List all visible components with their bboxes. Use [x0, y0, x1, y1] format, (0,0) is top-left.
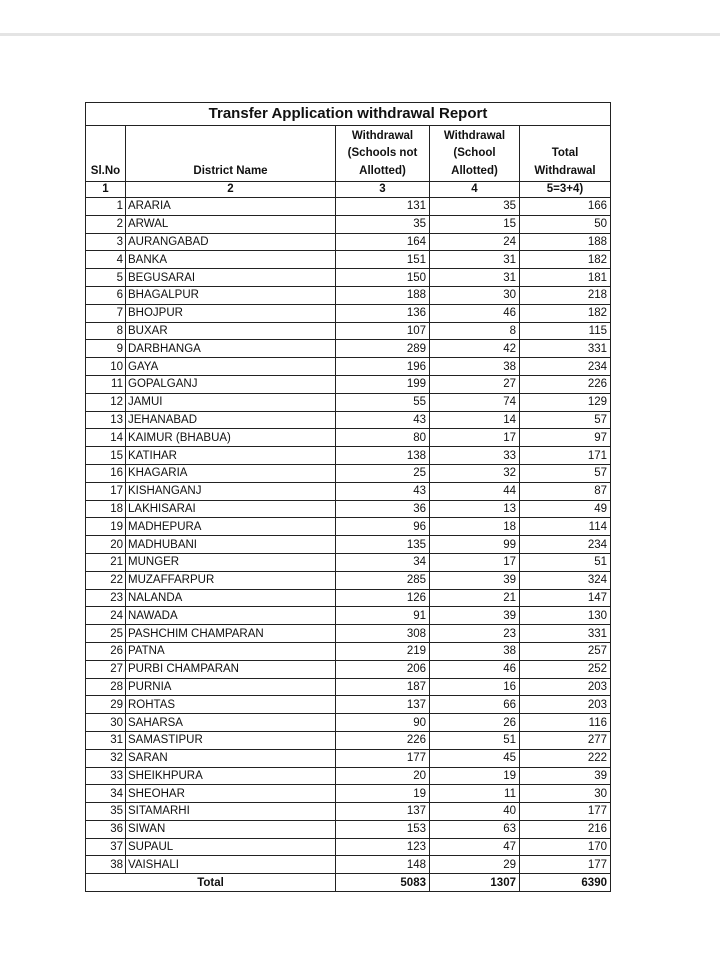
row-not-allotted: 20 — [336, 767, 430, 785]
row-slno: 34 — [86, 785, 126, 803]
col-number-5: 5=3+4) — [520, 182, 611, 198]
table-row — [86, 678, 611, 696]
row-allotted: 39 — [430, 571, 520, 589]
row-total: 114 — [520, 518, 611, 536]
row-district-name: SUPAUL — [126, 838, 336, 856]
row-not-allotted: 107 — [336, 322, 430, 340]
row-allotted: 40 — [430, 803, 520, 821]
row-not-allotted: 219 — [336, 642, 430, 660]
row-total: 147 — [520, 589, 611, 607]
table-row — [86, 553, 611, 571]
row-allotted: 21 — [430, 589, 520, 607]
row-allotted: 31 — [430, 251, 520, 269]
row-total: 170 — [520, 838, 611, 856]
row-slno: 22 — [86, 571, 126, 589]
row-district-name: SHEIKHPURA — [126, 767, 336, 785]
row-slno: 12 — [86, 393, 126, 411]
row-allotted: 44 — [430, 482, 520, 500]
row-slno: 1 — [86, 198, 126, 216]
row-total: 171 — [520, 447, 611, 465]
row-district-name: GAYA — [126, 358, 336, 376]
row-not-allotted: 150 — [336, 269, 430, 287]
row-not-allotted: 206 — [336, 660, 430, 678]
row-not-allotted: 123 — [336, 838, 430, 856]
row-district-name: ARARIA — [126, 198, 336, 216]
row-allotted: 26 — [430, 714, 520, 732]
row-slno: 13 — [86, 411, 126, 429]
row-district-name: MADHEPURA — [126, 518, 336, 536]
row-not-allotted: 137 — [336, 803, 430, 821]
row-not-allotted: 308 — [336, 625, 430, 643]
table-row — [86, 447, 611, 465]
table-row — [86, 589, 611, 607]
row-total: 257 — [520, 642, 611, 660]
row-district-name: SITAMARHI — [126, 803, 336, 821]
row-total: 216 — [520, 820, 611, 838]
row-slno: 28 — [86, 678, 126, 696]
total-row — [86, 874, 611, 892]
row-total: 97 — [520, 429, 611, 447]
row-total: 331 — [520, 625, 611, 643]
row-total: 203 — [520, 696, 611, 714]
row-slno: 24 — [86, 607, 126, 625]
row-district-name: MADHUBANI — [126, 536, 336, 554]
row-slno: 26 — [86, 642, 126, 660]
row-not-allotted: 43 — [336, 482, 430, 500]
header-not-allotted: Withdrawal (Schools not Allotted) — [336, 126, 430, 182]
row-district-name: JEHANABAD — [126, 411, 336, 429]
header-total: Total Withdrawal — [520, 126, 611, 182]
row-total: 57 — [520, 464, 611, 482]
row-allotted: 99 — [430, 536, 520, 554]
row-total: 226 — [520, 375, 611, 393]
row-allotted: 32 — [430, 464, 520, 482]
row-total: 116 — [520, 714, 611, 732]
row-allotted: 46 — [430, 304, 520, 322]
row-allotted: 51 — [430, 731, 520, 749]
col-number-4: 4 — [430, 182, 520, 198]
row-total: 30 — [520, 785, 611, 803]
row-district-name: BUXAR — [126, 322, 336, 340]
row-not-allotted: 91 — [336, 607, 430, 625]
row-allotted: 33 — [430, 447, 520, 465]
row-allotted: 24 — [430, 233, 520, 251]
row-not-allotted: 55 — [336, 393, 430, 411]
table-row — [86, 660, 611, 678]
row-district-name: PURNIA — [126, 678, 336, 696]
row-slno: 7 — [86, 304, 126, 322]
row-district-name: MUZAFFARPUR — [126, 571, 336, 589]
row-not-allotted: 137 — [336, 696, 430, 714]
row-district-name: PATNA — [126, 642, 336, 660]
row-not-allotted: 289 — [336, 340, 430, 358]
row-total: 182 — [520, 304, 611, 322]
row-district-name: AURANGABAD — [126, 233, 336, 251]
row-slno: 3 — [86, 233, 126, 251]
row-district-name: PURBI CHAMPARAN — [126, 660, 336, 678]
row-not-allotted: 136 — [336, 304, 430, 322]
row-allotted: 17 — [430, 429, 520, 447]
table-row — [86, 536, 611, 554]
row-allotted: 17 — [430, 553, 520, 571]
table-row — [86, 607, 611, 625]
row-not-allotted: 285 — [336, 571, 430, 589]
row-slno: 21 — [86, 553, 126, 571]
row-slno: 29 — [86, 696, 126, 714]
row-district-name: ARWAL — [126, 215, 336, 233]
row-not-allotted: 177 — [336, 749, 430, 767]
row-allotted: 23 — [430, 625, 520, 643]
row-slno: 30 — [86, 714, 126, 732]
row-slno: 38 — [86, 856, 126, 874]
row-district-name: BHOJPUR — [126, 304, 336, 322]
row-allotted: 30 — [430, 286, 520, 304]
row-district-name: PASHCHIM CHAMPARAN — [126, 625, 336, 643]
row-total: 222 — [520, 749, 611, 767]
row-not-allotted: 90 — [336, 714, 430, 732]
row-district-name: MUNGER — [126, 553, 336, 571]
row-allotted: 39 — [430, 607, 520, 625]
table-row — [86, 714, 611, 732]
table-row — [86, 820, 611, 838]
row-allotted: 47 — [430, 838, 520, 856]
row-allotted: 16 — [430, 678, 520, 696]
table-row — [86, 304, 611, 322]
row-not-allotted: 35 — [336, 215, 430, 233]
total-allotted: 1307 — [430, 874, 520, 892]
row-total: 57 — [520, 411, 611, 429]
row-slno: 11 — [86, 375, 126, 393]
table-row — [86, 803, 611, 821]
row-district-name: SHEOHAR — [126, 785, 336, 803]
row-allotted: 38 — [430, 642, 520, 660]
table-row — [86, 411, 611, 429]
row-allotted: 66 — [430, 696, 520, 714]
row-slno: 17 — [86, 482, 126, 500]
row-district-name: BANKA — [126, 251, 336, 269]
row-not-allotted: 135 — [336, 536, 430, 554]
header-district: District Name — [126, 126, 336, 182]
row-allotted: 15 — [430, 215, 520, 233]
row-allotted: 19 — [430, 767, 520, 785]
row-not-allotted: 164 — [336, 233, 430, 251]
row-allotted: 18 — [430, 518, 520, 536]
row-allotted: 35 — [430, 198, 520, 216]
row-slno: 16 — [86, 464, 126, 482]
row-total: 277 — [520, 731, 611, 749]
row-not-allotted: 196 — [336, 358, 430, 376]
row-not-allotted: 43 — [336, 411, 430, 429]
row-slno: 15 — [86, 447, 126, 465]
row-slno: 10 — [86, 358, 126, 376]
row-not-allotted: 36 — [336, 500, 430, 518]
row-total: 252 — [520, 660, 611, 678]
table-row — [86, 215, 611, 233]
total-label: Total — [86, 874, 336, 892]
row-district-name: BHAGALPUR — [126, 286, 336, 304]
row-not-allotted: 126 — [336, 589, 430, 607]
row-total: 166 — [520, 198, 611, 216]
row-slno: 31 — [86, 731, 126, 749]
table-row — [86, 482, 611, 500]
row-district-name: JAMUI — [126, 393, 336, 411]
row-slno: 18 — [86, 500, 126, 518]
row-allotted: 38 — [430, 358, 520, 376]
header-allotted: Withdrawal (School Allotted) — [430, 126, 520, 182]
row-not-allotted: 96 — [336, 518, 430, 536]
row-slno: 33 — [86, 767, 126, 785]
table-row — [86, 251, 611, 269]
row-district-name: SIWAN — [126, 820, 336, 838]
total-not-allotted: 5083 — [336, 874, 430, 892]
table-row — [86, 731, 611, 749]
table-row — [86, 198, 611, 216]
row-district-name: DARBHANGA — [126, 340, 336, 358]
row-total: 324 — [520, 571, 611, 589]
row-allotted: 45 — [430, 749, 520, 767]
table-row — [86, 358, 611, 376]
row-slno: 19 — [86, 518, 126, 536]
row-total: 331 — [520, 340, 611, 358]
table-row — [86, 393, 611, 411]
row-not-allotted: 80 — [336, 429, 430, 447]
row-not-allotted: 34 — [336, 553, 430, 571]
row-district-name: NAWADA — [126, 607, 336, 625]
table-row — [86, 500, 611, 518]
table-row — [86, 340, 611, 358]
row-slno: 14 — [86, 429, 126, 447]
table-row — [86, 375, 611, 393]
row-total: 49 — [520, 500, 611, 518]
row-slno: 8 — [86, 322, 126, 340]
row-district-name: KISHANGANJ — [126, 482, 336, 500]
row-not-allotted: 199 — [336, 375, 430, 393]
total-withdrawal: 6390 — [520, 874, 611, 892]
row-total: 39 — [520, 767, 611, 785]
row-district-name: SAHARSA — [126, 714, 336, 732]
withdrawal-report-table — [85, 102, 611, 892]
table-row — [86, 429, 611, 447]
row-slno: 27 — [86, 660, 126, 678]
table-row — [86, 749, 611, 767]
row-not-allotted: 19 — [336, 785, 430, 803]
row-district-name: KATIHAR — [126, 447, 336, 465]
column-number-row — [86, 182, 611, 198]
table-row — [86, 625, 611, 643]
row-not-allotted: 151 — [336, 251, 430, 269]
row-slno: 2 — [86, 215, 126, 233]
row-total: 203 — [520, 678, 611, 696]
row-not-allotted: 148 — [336, 856, 430, 874]
row-allotted: 42 — [430, 340, 520, 358]
row-not-allotted: 138 — [336, 447, 430, 465]
row-allotted: 74 — [430, 393, 520, 411]
row-district-name: VAISHALI — [126, 856, 336, 874]
row-allotted: 13 — [430, 500, 520, 518]
row-slno: 20 — [86, 536, 126, 554]
row-total: 234 — [520, 536, 611, 554]
row-slno: 36 — [86, 820, 126, 838]
table-row — [86, 785, 611, 803]
row-allotted: 14 — [430, 411, 520, 429]
report-title: Transfer Application withdrawal Report — [86, 103, 611, 126]
row-slno: 4 — [86, 251, 126, 269]
row-district-name: SARAN — [126, 749, 336, 767]
row-district-name: SAMASTIPUR — [126, 731, 336, 749]
row-not-allotted: 188 — [336, 286, 430, 304]
table-row — [86, 696, 611, 714]
row-not-allotted: 153 — [336, 820, 430, 838]
row-total: 177 — [520, 803, 611, 821]
table-row — [86, 571, 611, 589]
row-allotted: 63 — [430, 820, 520, 838]
row-not-allotted: 131 — [336, 198, 430, 216]
table-row — [86, 322, 611, 340]
row-district-name: GOPALGANJ — [126, 375, 336, 393]
top-divider — [0, 33, 720, 36]
row-district-name: LAKHISARAI — [126, 500, 336, 518]
table-row — [86, 767, 611, 785]
row-slno: 32 — [86, 749, 126, 767]
header-row — [86, 126, 611, 182]
row-allotted: 31 — [430, 269, 520, 287]
row-slno: 9 — [86, 340, 126, 358]
col-number-1: 1 — [86, 182, 126, 198]
row-total: 218 — [520, 286, 611, 304]
row-slno: 25 — [86, 625, 126, 643]
row-district-name: BEGUSARAI — [126, 269, 336, 287]
row-total: 234 — [520, 358, 611, 376]
table-row — [86, 286, 611, 304]
row-total: 182 — [520, 251, 611, 269]
row-allotted: 46 — [430, 660, 520, 678]
col-number-2: 2 — [126, 182, 336, 198]
row-district-name: KHAGARIA — [126, 464, 336, 482]
row-not-allotted: 187 — [336, 678, 430, 696]
table-row — [86, 233, 611, 251]
row-slno: 37 — [86, 838, 126, 856]
row-total: 129 — [520, 393, 611, 411]
header-slno: Sl.No — [86, 126, 126, 182]
row-total: 87 — [520, 482, 611, 500]
row-not-allotted: 25 — [336, 464, 430, 482]
table-row — [86, 518, 611, 536]
table-row — [86, 269, 611, 287]
row-total: 50 — [520, 215, 611, 233]
row-allotted: 27 — [430, 375, 520, 393]
table-row — [86, 464, 611, 482]
table-row — [86, 838, 611, 856]
row-slno: 6 — [86, 286, 126, 304]
table-row — [86, 856, 611, 874]
row-total: 177 — [520, 856, 611, 874]
row-allotted: 29 — [430, 856, 520, 874]
row-slno: 23 — [86, 589, 126, 607]
row-allotted: 11 — [430, 785, 520, 803]
row-not-allotted: 226 — [336, 731, 430, 749]
row-total: 115 — [520, 322, 611, 340]
row-total: 188 — [520, 233, 611, 251]
row-district-name: NALANDA — [126, 589, 336, 607]
report-body — [86, 198, 611, 874]
row-allotted: 8 — [430, 322, 520, 340]
row-district-name: ROHTAS — [126, 696, 336, 714]
row-total: 181 — [520, 269, 611, 287]
row-slno: 35 — [86, 803, 126, 821]
col-number-3: 3 — [336, 182, 430, 198]
table-row — [86, 642, 611, 660]
row-total: 51 — [520, 553, 611, 571]
row-district-name: KAIMUR (BHABUA) — [126, 429, 336, 447]
row-slno: 5 — [86, 269, 126, 287]
row-total: 130 — [520, 607, 611, 625]
